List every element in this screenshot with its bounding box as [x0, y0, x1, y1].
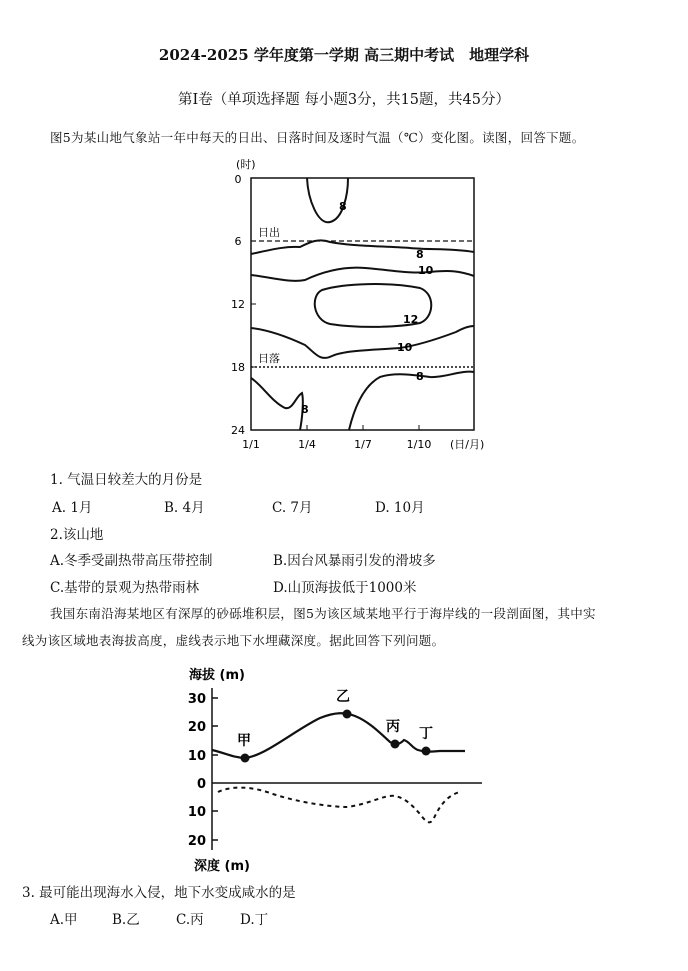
contour-8-morning [251, 240, 474, 254]
question-3-option-b[interactable]: B.乙 [112, 912, 140, 928]
x-tick-jul: 1/7 [354, 438, 372, 451]
section-heading: 第Ⅰ卷（单项选择题 每小题3分，共15题，共45分） [178, 92, 510, 108]
question-2-option-b[interactable]: B.因台风暴雨引发的滑坡多 [273, 553, 436, 569]
contour-10-morning [251, 268, 474, 281]
question-2-option-d[interactable]: D.山顶海拔低于1000米 [273, 580, 417, 596]
question-3-stem: 3. 最可能出现海水入侵，地下水变成咸水的是 [22, 885, 296, 901]
y-axis-unit: (时) [236, 158, 256, 171]
contour-label-10-morning: 10 [418, 264, 434, 277]
elevation-tick-0: 0 [196, 777, 206, 792]
contour-label-12: 12 [403, 313, 419, 326]
question-1-stem: 1. 气温日较差大的月份是 [50, 472, 203, 488]
temperature-contour-figure [225, 152, 485, 457]
x-tick-jan: 1/1 [242, 438, 260, 451]
question-1-option-a[interactable]: A. 1月 [52, 500, 93, 516]
y-tick-18: 18 [231, 361, 245, 374]
plot-frame [251, 178, 474, 430]
intro-paragraph-2-line-1: 我国东南沿海某地区有深厚的砂砾堆积层，图5为该区域某地平行于海岸线的一段剖面图，其中实 [50, 606, 596, 621]
point-ding-marker [422, 747, 431, 756]
contour-label-10-evening: 10 [397, 341, 413, 354]
y-tick-0: 0 [234, 173, 242, 186]
elevation-tick-10: 10 [187, 749, 206, 764]
question-3-option-a[interactable]: A.甲 [50, 912, 78, 928]
x-axis-unit: (日/月) [450, 438, 485, 451]
contour-label-8-top: 8 [339, 200, 347, 213]
groundwater-line [218, 788, 460, 823]
question-1-option-d[interactable]: D. 10月 [375, 500, 425, 516]
x-tick-oct: 1/10 [406, 438, 432, 451]
question-2-option-a[interactable]: A.冬季受副热带高压带控制 [50, 553, 213, 569]
exam-title: 2024-2025 学年度第一学期 高三期中考试 地理学科 [158, 46, 530, 64]
y-tick-24: 24 [231, 424, 245, 437]
point-ding-label: 丁 [419, 726, 433, 742]
question-1-option-b[interactable]: B. 4月 [164, 500, 205, 516]
question-2-option-c[interactable]: C.基带的景观为热带雨林 [50, 580, 200, 596]
sunrise-label: 日出 [258, 226, 280, 239]
contour-8-winter-night [251, 378, 303, 430]
point-bing-label: 丙 [386, 719, 400, 735]
intro-paragraph-1: 图5为某山地气象站一年中每天的日出、日落时间及逐时气温（℃）变化图。读图，回答下题。 [50, 130, 585, 145]
contour-10-evening [251, 326, 474, 358]
contour-label-8-winter-night: 8 [301, 403, 309, 416]
sunset-label: 日落 [258, 352, 280, 365]
point-yi-label: 乙 [336, 689, 350, 705]
point-jia-label: 甲 [237, 733, 251, 749]
contour-label-8-summer-night: 8 [416, 370, 424, 383]
elevation-axis-label: 海拔 (m) [189, 668, 245, 683]
depth-axis-label: 深度 (m) [194, 859, 250, 874]
intro-paragraph-2-line-2: 线为该区域地表海拔高度，虚线表示地下水埋藏深度。据此回答下列问题。 [22, 633, 445, 648]
question-2-stem: 2.该山地 [50, 527, 104, 543]
question-1-option-c[interactable]: C. 7月 [272, 500, 313, 516]
depth-tick-10: 10 [187, 805, 206, 820]
point-jia-marker [241, 754, 250, 763]
point-bing-marker [391, 740, 400, 749]
contour-label-8-morning: 8 [416, 248, 424, 261]
y-tick-6: 6 [234, 235, 242, 248]
question-3-option-c[interactable]: C.丙 [176, 912, 204, 928]
question-3-option-d[interactable]: D.丁 [240, 912, 269, 928]
point-yi-marker [343, 710, 352, 719]
x-tick-apr: 1/4 [298, 438, 316, 451]
coastal-profile-figure [185, 660, 490, 878]
depth-tick-20: 20 [187, 834, 206, 849]
y-tick-12: 12 [231, 298, 245, 311]
contour-8-summer-night [349, 372, 474, 430]
elevation-tick-30: 30 [187, 692, 206, 707]
elevation-tick-20: 20 [187, 720, 206, 735]
